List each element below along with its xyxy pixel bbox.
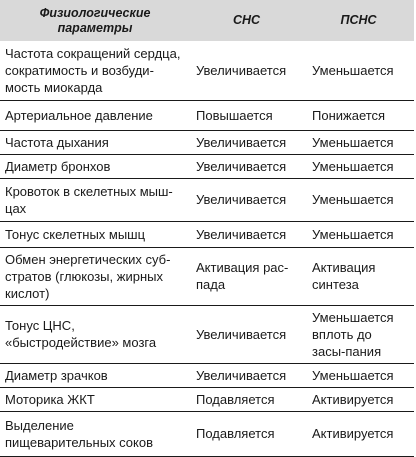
- table-row: [0, 363, 414, 387]
- psns-cell: Уменьшается: [303, 221, 414, 247]
- param-text: Тонус ЦНС, «быстродействие» мозга: [5, 318, 157, 350]
- psns-cell: Уменьшается: [303, 41, 414, 100]
- psns-cell: [303, 247, 414, 305]
- param-cell: [0, 247, 190, 305]
- psns-cell: Активируется: [303, 411, 414, 456]
- param-cell: Частота дыхания: [0, 130, 190, 154]
- param-text: Обмен энергетических суб-стратов (глюкозы, жирных кислот): [5, 251, 171, 301]
- param-cell: Тонус скелетных мышц: [0, 221, 190, 247]
- param-cell: [0, 178, 190, 221]
- table-row: [0, 154, 414, 178]
- param-cell: [0, 305, 190, 363]
- header-param-text: Физиологические параметры: [39, 5, 151, 35]
- table-row: [0, 247, 414, 305]
- table-body: [0, 41, 414, 456]
- psns-cell: Понижается: [303, 100, 414, 130]
- psns-cell: Уменьшается: [303, 154, 414, 178]
- header-param: [0, 0, 190, 41]
- sns-cell: Увеличивается: [190, 41, 303, 100]
- sns-text: Активация рас-пада: [196, 260, 289, 292]
- table-header: [0, 0, 414, 41]
- param-text: Частота сокращений сердца, сократимость и возбуди-мость миокарда: [5, 45, 181, 95]
- param-cell: Артериальное давление: [0, 100, 190, 130]
- table-row: [0, 221, 414, 247]
- sns-cell: Подавляется: [190, 387, 303, 411]
- table-row: [0, 178, 414, 221]
- param-cell: Диаметр бронхов: [0, 154, 190, 178]
- sns-cell: Увеличивается: [190, 154, 303, 178]
- sns-cell: [190, 247, 303, 305]
- sns-cell: Увеличивается: [190, 305, 303, 363]
- table-row: [0, 387, 414, 411]
- psns-cell: Уменьшается: [303, 363, 414, 387]
- param-cell: [0, 411, 190, 456]
- sns-cell: Увеличивается: [190, 178, 303, 221]
- psns-cell: Активируется: [303, 387, 414, 411]
- table-row: [0, 411, 414, 456]
- table-row: [0, 41, 414, 100]
- param-cell: Моторика ЖКТ: [0, 387, 190, 411]
- sns-cell: Увеличивается: [190, 130, 303, 154]
- psns-cell: Уменьшается: [303, 178, 414, 221]
- header-sns: СНС: [190, 0, 303, 41]
- psns-text: Активация синтеза: [312, 260, 376, 292]
- table-row: [0, 305, 414, 363]
- header-psns: ПСНС: [303, 0, 414, 41]
- table-row: [0, 100, 414, 130]
- psns-text: Уменьшается вплоть до засы-пания: [312, 309, 394, 359]
- psns-cell: Уменьшается: [303, 130, 414, 154]
- param-text: Кровоток в скелетных мыш-цах: [5, 183, 173, 216]
- param-cell: Диаметр зрачков: [0, 363, 190, 387]
- sns-cell: Подавляется: [190, 411, 303, 456]
- table-row: [0, 130, 414, 154]
- sns-cell: Повышается: [190, 100, 303, 130]
- sns-cell: Увеличивается: [190, 221, 303, 247]
- sns-cell: Увеличивается: [190, 363, 303, 387]
- param-text: Выделение пищеварительных соков: [5, 417, 154, 450]
- header-row: [0, 0, 414, 41]
- psns-cell: [303, 305, 414, 363]
- param-cell: [0, 41, 190, 100]
